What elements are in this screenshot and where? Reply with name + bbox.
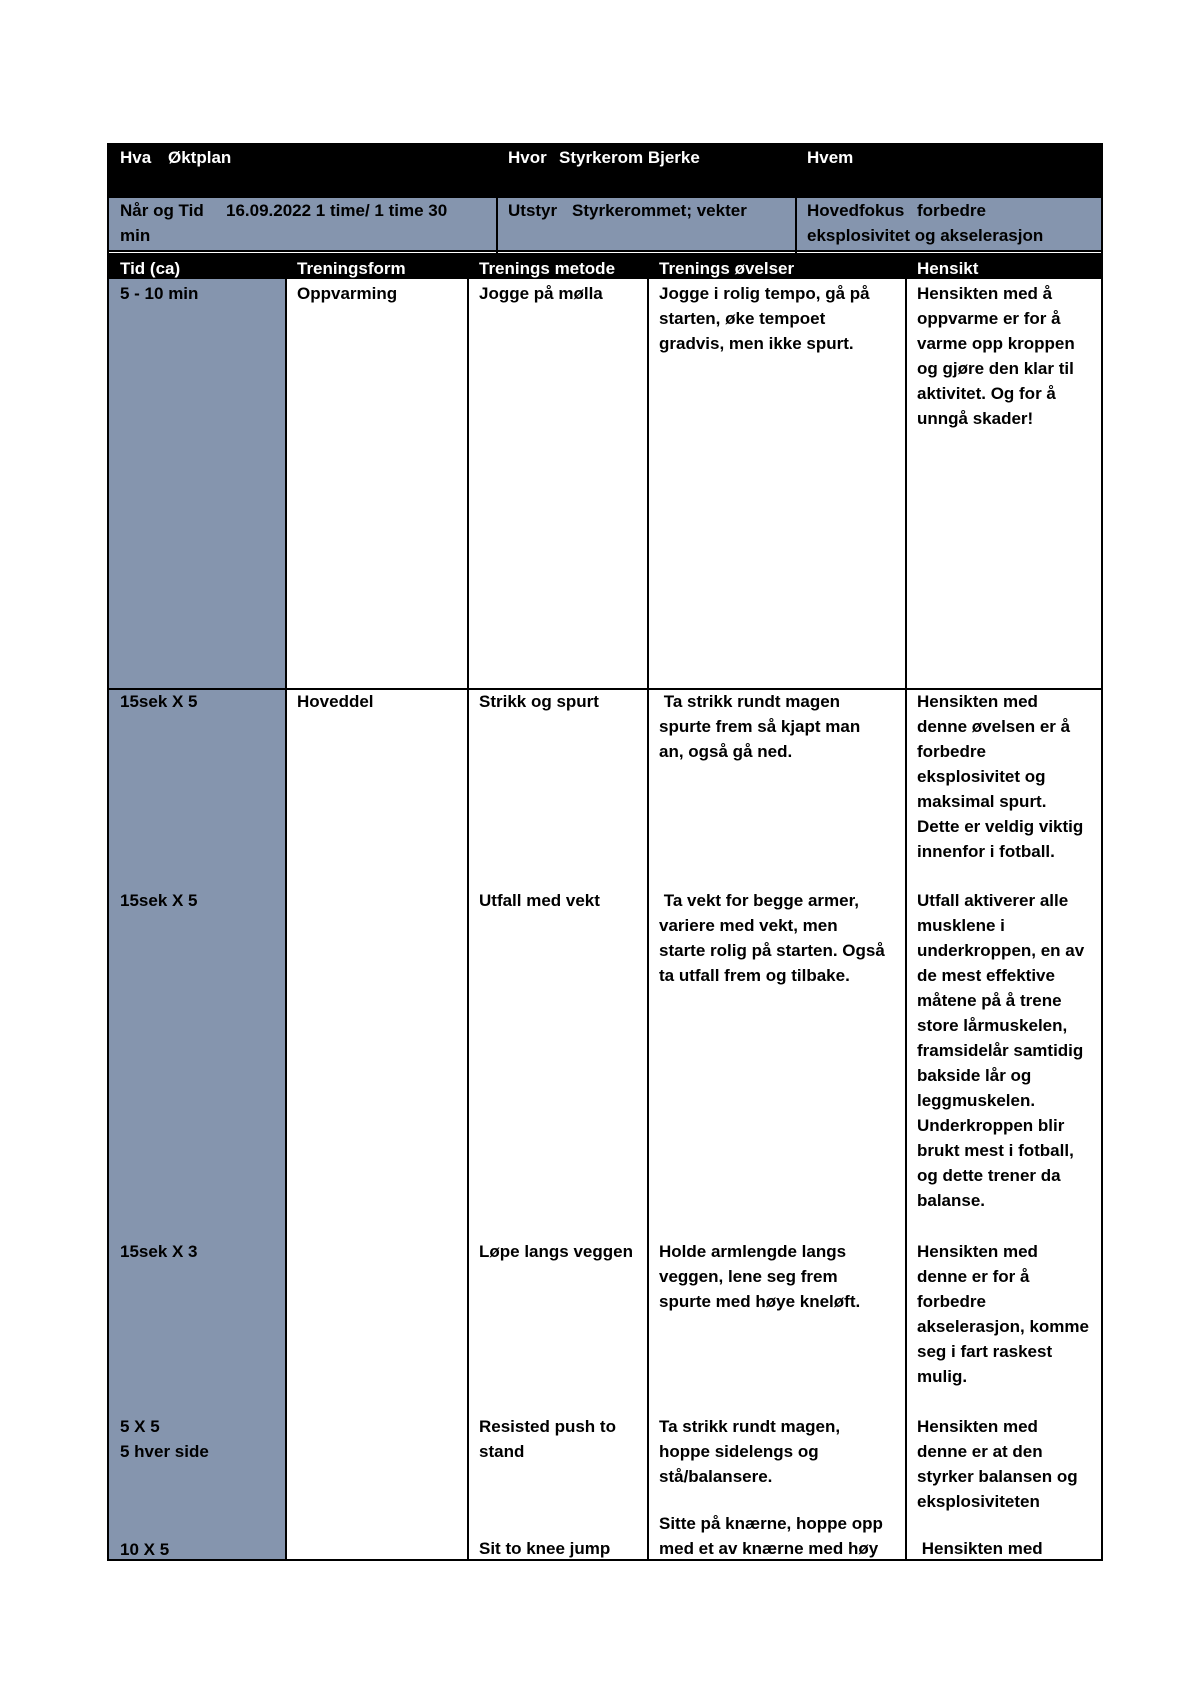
- naar-value-cont: min: [120, 226, 151, 245]
- row-5-metode: Resisted push to stand: [479, 1417, 616, 1461]
- divider-col-4: [905, 279, 907, 1561]
- column-header-ovelser: Trenings øvelser: [659, 259, 795, 278]
- fokus-value: forbedre: [917, 201, 986, 220]
- fokus-value-cont: eksplosivitet og akselerasjon: [807, 226, 1044, 245]
- row-2-form: Hoveddel: [297, 692, 374, 711]
- training-plan-table: [107, 143, 1103, 1561]
- row-2-metode: Strikk og spurt: [479, 692, 599, 711]
- utstyr-value: Styrkerommet; vekter: [572, 201, 747, 220]
- naar-value: 16.09.2022 1 time/ 1 time 30: [226, 201, 448, 220]
- row-6-ovelser: Sitte på knærne, hoppe opp med et av knærne med høy: [659, 1514, 883, 1558]
- divider-col-hvor: [496, 143, 498, 253]
- row-5-tid: 5 X 5 5 hver side: [120, 1417, 209, 1461]
- row-5-ovelser: Ta strikk rundt magen, hoppe sidelengs og stå/balansere.: [659, 1417, 841, 1486]
- row-1-form: Oppvarming: [297, 284, 398, 303]
- row-3-ovelser: Ta vekt for begge armer, variere med vekt, men starte rolig på starten. Også ta utfall frem og tilbake.: [659, 891, 885, 985]
- row-4-metode: Løpe langs veggen: [479, 1242, 633, 1261]
- divider-col-hvem: [795, 143, 797, 253]
- row-3-metode: Utfall med vekt: [479, 891, 600, 910]
- row-5-hensikt: Hensikten med denne er at den styrker balansen og eksplosiviteten: [917, 1417, 1078, 1511]
- row-4-ovelser: Holde armlengde langs veggen, lene seg frem spurte med høye kneløft.: [659, 1242, 861, 1311]
- column-header-metode: Trenings metode: [479, 259, 616, 278]
- hvor-label: Hvor: [508, 148, 547, 167]
- row-6-metode: Sit to knee jump: [479, 1539, 611, 1558]
- column-header-tid: Tid (ca): [120, 259, 181, 278]
- row-4-hensikt: Hensikten med denne er for å forbedre akselerasjon, komme seg i fart raskest mulig.: [917, 1242, 1089, 1386]
- row-4-tid: 15sek X 3: [120, 1242, 198, 1261]
- row-2-hensikt: Hensikten med denne øvelsen er å forbedre eksplosivitet og maksimal spurt. Dette er veldig viktig innenfor i fotball.: [917, 692, 1084, 861]
- row-6-tid: 10 X 5: [120, 1540, 170, 1559]
- row-1-tid: 5 - 10 min: [120, 284, 199, 303]
- row-1-metode: Jogge på mølla: [479, 284, 603, 303]
- divider-col-2: [467, 279, 469, 1561]
- row-3-tid: 15sek X 5: [120, 891, 198, 910]
- divider-col-1: [285, 279, 287, 1561]
- hvor-value: Styrkerom Bjerke: [559, 148, 700, 167]
- hvem-label: Hvem: [807, 148, 854, 167]
- row-6-hensikt: Hensikten med: [917, 1539, 1043, 1558]
- row-3-hensikt: Utfall aktiverer alle musklene i underkroppen, en av de mest effektive måtene på å trene store lårmuskelen, framsidelår samtidig bakside lår og leggmuskelen. Underkroppen blir brukt mest i fotball, og dette trener da balanse.: [917, 891, 1085, 1210]
- row-2-tid: 15sek X 5: [120, 692, 198, 711]
- naar-label: Når og Tid: [120, 201, 204, 220]
- hva-value: Øktplan: [168, 148, 232, 167]
- utstyr-label: Utstyr: [508, 201, 558, 220]
- row-1-ovelser: Jogge i rolig tempo, gå på starten, øke tempoet gradvis, men ikke spurt.: [659, 284, 870, 353]
- row-1-hensikt: Hensikten med å oppvarme er for å varme opp kroppen og gjøre den klar til aktivitet. Og for å unngå skader!: [917, 284, 1075, 428]
- divider-header-2: [107, 250, 1103, 252]
- column-header-treningsform: Treningsform: [297, 259, 406, 278]
- column-header-hensikt: Hensikt: [917, 259, 979, 278]
- row-2-ovelser: Ta strikk rundt magen spurte frem så kjapt man an, også gå ned.: [659, 692, 861, 761]
- fokus-label: Hovedfokus: [807, 201, 905, 220]
- tid-column-background: [107, 279, 285, 1561]
- hva-label: Hva: [120, 148, 152, 167]
- divider-header: [107, 196, 1103, 198]
- divider-col-3: [647, 279, 649, 1561]
